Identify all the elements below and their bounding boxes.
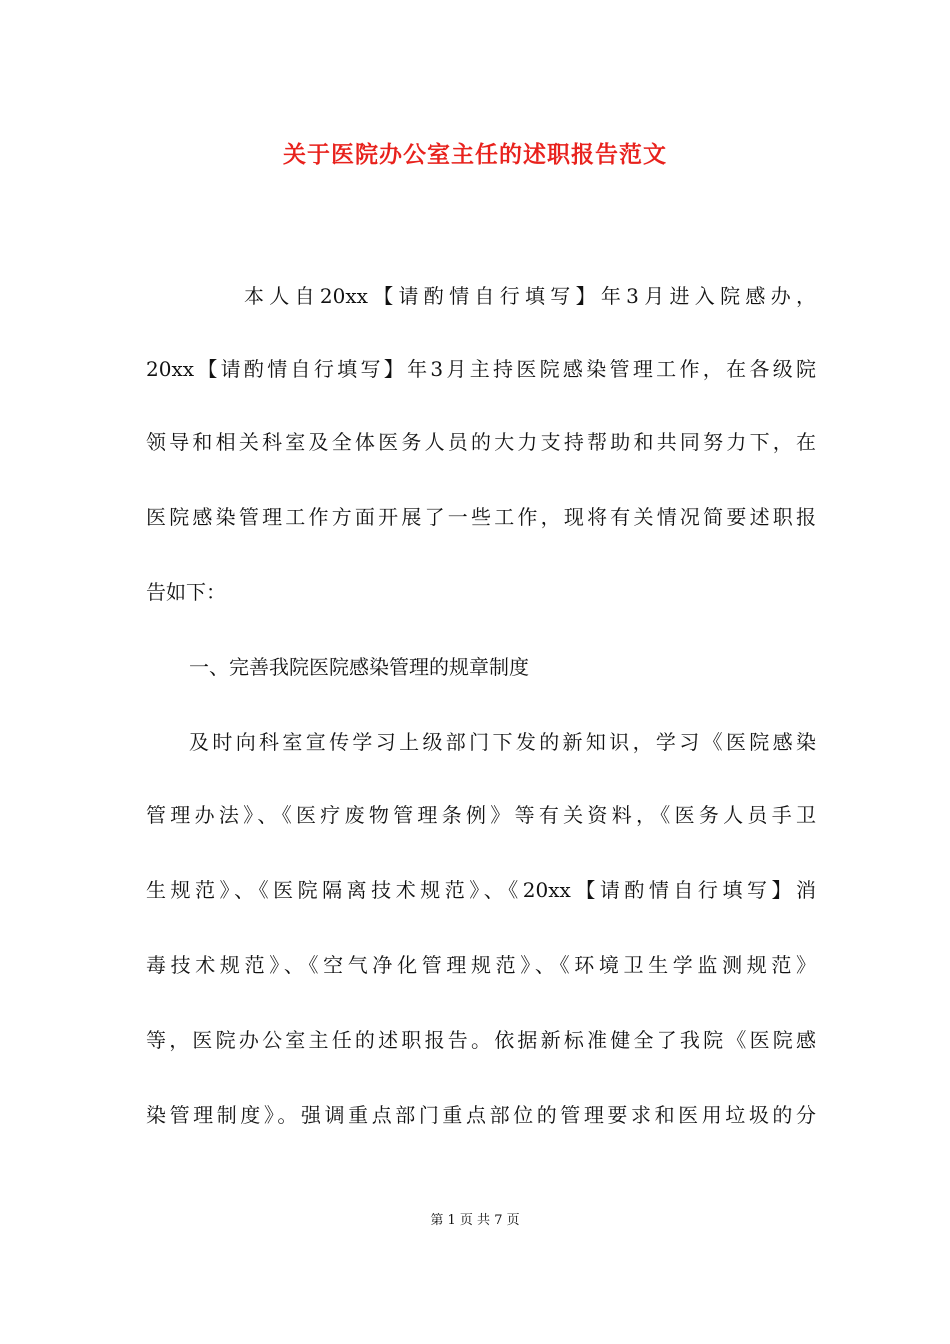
paragraph-line: 染管理制度》。强调重点部门重点部位的管理要求和医用垃圾的分 [146,1103,816,1127]
paragraph-line: 医院感染管理工作方面开展了一些工作，现将有关情况简要述职报 [146,505,816,529]
paragraph-line: 告如下： [146,580,226,604]
paragraph-line: 本人自20xx【请酌情自行填写】年3月进入院感办， [244,284,816,308]
paragraph-line: 等，医院办公室主任的述职报告。依据新标准健全了我院《医院感 [146,1028,816,1052]
section-heading: 一、完善我院医院感染管理的规章制度 [189,655,529,679]
page-number-footer: 第 1 页 共 7 页 [430,1213,520,1228]
document-title: 关于医院办公室主任的述职报告范文 [283,141,667,168]
paragraph-line: 领导和相关科室及全体医务人员的大力支持帮助和共同努力下，在 [146,430,816,454]
paragraph-line: 生规范》、《医院隔离技术规范》、《20xx【请酌情自行填写】消 [146,878,816,902]
paragraph-line: 管理办法》、《医疗废物管理条例》等有关资料，《医务人员手卫 [146,803,816,827]
paragraph-line: 及时向科室宣传学习上级部门下发的新知识，学习《医院感染 [189,730,816,754]
paragraph-line: 20xx【请酌情自行填写】年3月主持医院感染管理工作，在各级院 [146,357,816,381]
paragraph-line: 毒技术规范》、《空气净化管理规范》、《环境卫生学监测规范》 [146,953,816,977]
